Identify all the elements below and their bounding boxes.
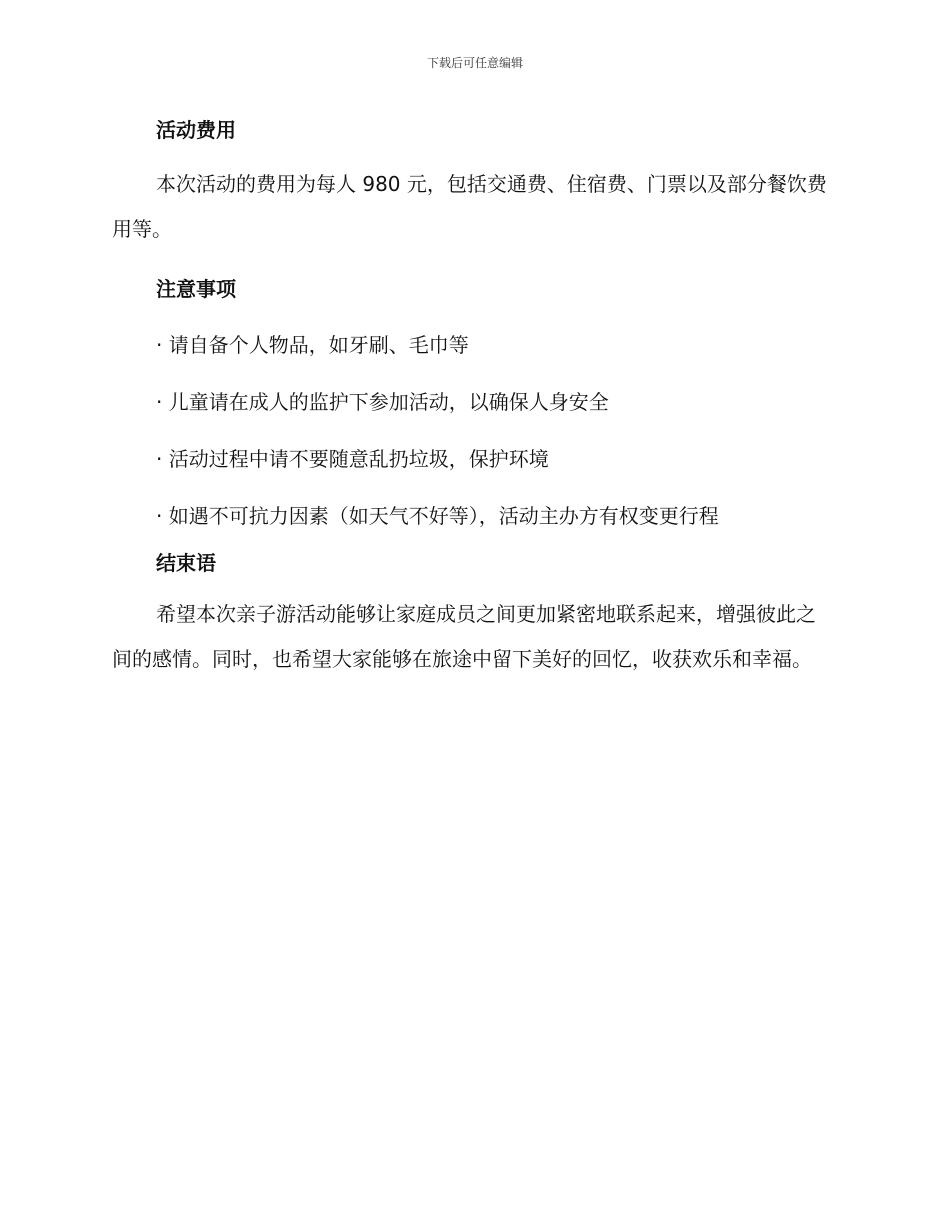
section-heading-closing: 结束语 — [156, 551, 216, 575]
page-header: 下载后可任意编辑 — [426, 56, 523, 70]
notes-list-item: · 活动过程中请不要随意乱扔垃圾，保护环境 — [156, 447, 549, 471]
section-heading-fee: 活动费用 — [156, 118, 236, 142]
closing-paragraph: 希望本次亲子游活动能够让家庭成员之间更加紧密地联系起来，增强彼此之间的感情。同时，也希望大家能够在旅途中留下美好的回忆，收获欢乐和幸福。 — [112, 602, 816, 671]
document-body — [112, 112, 832, 682]
section-heading-notes: 注意事项 — [156, 277, 236, 301]
notes-list-item: · 请自备个人物品，如牙刷、毛巾等 — [156, 333, 469, 357]
notes-list — [112, 317, 832, 545]
notes-list-item: · 儿童请在成人的监护下参加活动，以确保人身安全 — [156, 390, 609, 414]
notes-list-item: · 如遇不可抗力因素（如天气不好等），活动主办方有权变更行程 — [156, 504, 719, 528]
fee-paragraph: 本次活动的费用为每人 980 元，包括交通费、住宿费、门票以及部分餐饮费用等。 — [112, 172, 827, 241]
